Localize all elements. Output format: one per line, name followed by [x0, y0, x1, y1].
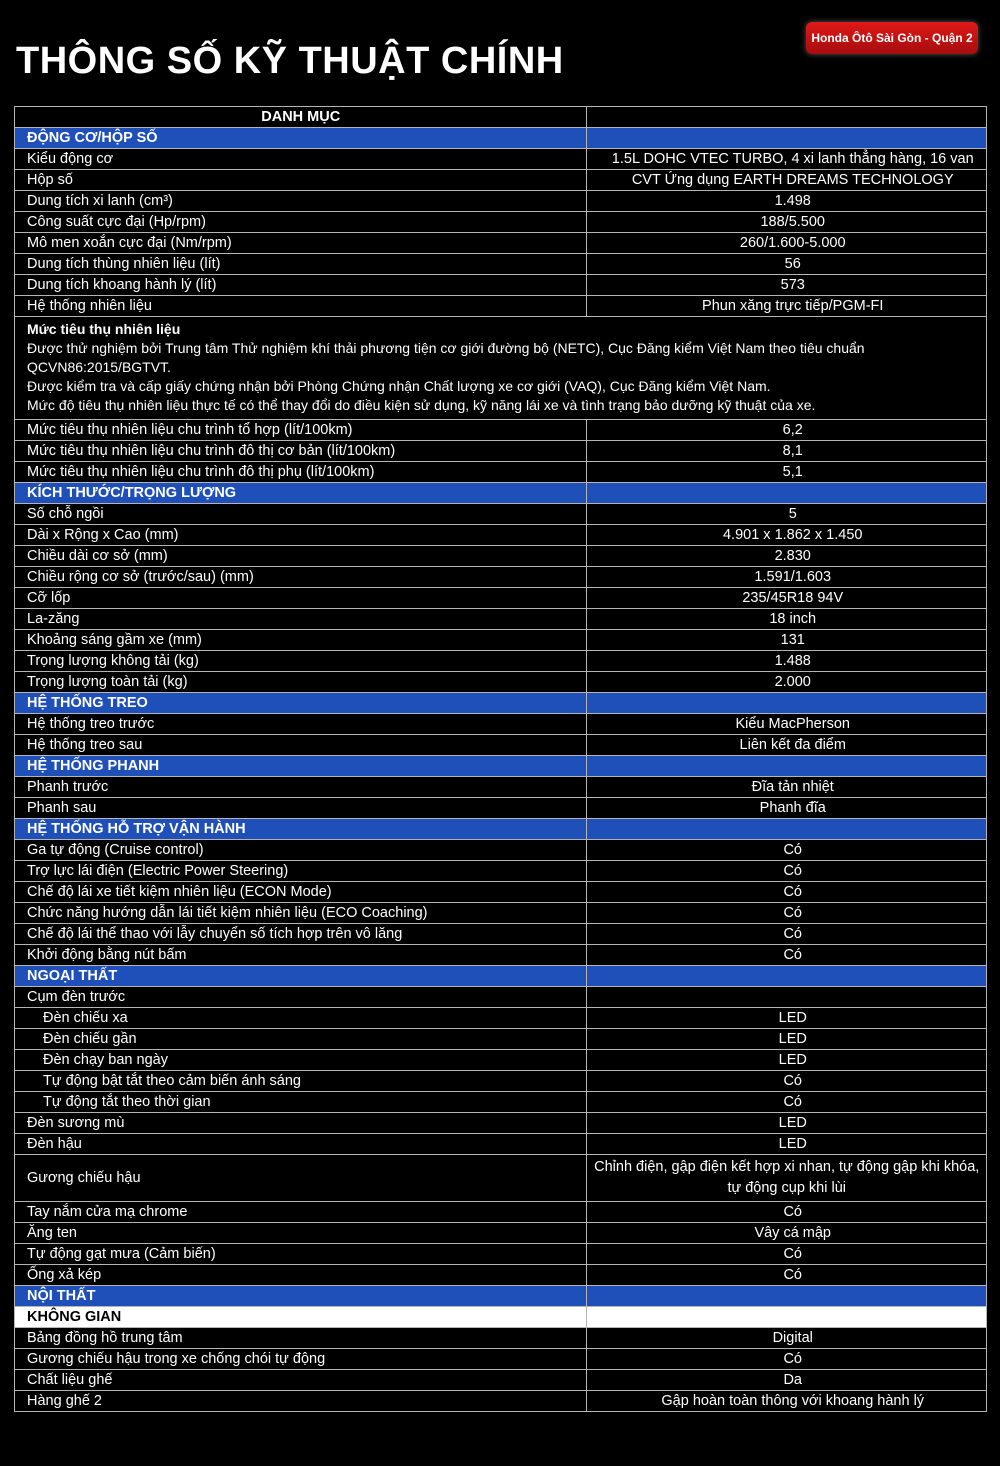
spec-label: Tự động gạt mưa (Cảm biến): [15, 1244, 587, 1265]
spec-value: Vây cá mập: [587, 1223, 987, 1244]
spec-row: [15, 462, 987, 483]
spec-value: Có: [587, 840, 987, 861]
page-title: THÔNG SỐ KỸ THUẬT CHÍNH: [16, 40, 564, 82]
spec-value: [587, 1307, 987, 1328]
spec-row: [15, 840, 987, 861]
spec-row: [15, 882, 987, 903]
fuel-note-line: Được kiểm tra và cấp giấy chứng nhận bởi Phòng Chứng nhận Chất lượng xe cơ giới (VAQ), Cục Đăng kiểm Việt Nam.: [27, 378, 771, 394]
section-title: HỆ THỐNG PHANH: [15, 756, 587, 777]
spec-row: [15, 1265, 987, 1286]
section-header-row: [15, 693, 987, 714]
spec-label: Chế độ lái thể thao với lẫy chuyển số tích hợp trên vô lăng: [15, 924, 587, 945]
spec-label: Hệ thống treo sau: [15, 735, 587, 756]
spec-row: [15, 1370, 987, 1391]
spec-value: 18 inch: [587, 609, 987, 630]
spec-label: Dung tích khoang hành lý (lít): [15, 275, 587, 296]
spec-row: [15, 296, 987, 317]
spec-value: Có: [587, 882, 987, 903]
spec-label: Chất liệu ghế: [15, 1370, 587, 1391]
spec-label: Hàng ghế 2: [15, 1391, 587, 1412]
section-header-row: [15, 128, 987, 149]
spec-value: 1.591/1.603: [587, 567, 987, 588]
spec-value: 2.000: [587, 672, 987, 693]
spec-value: LED: [587, 1134, 987, 1155]
spec-label: Gương chiếu hậu trong xe chống chói tự động: [15, 1349, 587, 1370]
spec-label: Trợ lực lái điện (Electric Power Steering): [15, 861, 587, 882]
spec-label: Dung tích thùng nhiên liệu (lít): [15, 254, 587, 275]
spec-value: Có: [587, 1349, 987, 1370]
spec-row: [15, 651, 987, 672]
spec-row: [15, 1391, 987, 1412]
spec-row: [15, 420, 987, 441]
spec-value: LED: [587, 1113, 987, 1134]
spec-row: [15, 546, 987, 567]
spec-row: [15, 504, 987, 525]
spec-value: 260/1.600-5.000: [587, 233, 987, 254]
spec-label: Mô men xoắn cực đại (Nm/rpm): [15, 233, 587, 254]
spec-value: [587, 1286, 987, 1307]
spec-value: Có: [587, 1265, 987, 1286]
spec-row: [15, 777, 987, 798]
spec-label: Hệ thống treo trước: [15, 714, 587, 735]
spec-value: [587, 966, 987, 987]
spec-row: [15, 672, 987, 693]
spec-label: Ăng ten: [15, 1223, 587, 1244]
spec-value: 1.5L DOHC VTEC TURBO, 4 xi lanh thẳng hàng, 16 van: [587, 149, 987, 170]
spec-label: Trọng lượng không tải (kg): [15, 651, 587, 672]
spec-row: [15, 275, 987, 296]
spec-label: Cụm đèn trước: [15, 987, 587, 1008]
spec-label: Đèn sương mù: [15, 1113, 587, 1134]
spec-value: [587, 128, 987, 149]
spec-value: Phanh đĩa: [587, 798, 987, 819]
spec-value: [587, 987, 987, 1008]
spec-value: Phun xăng trực tiếp/PGM-FI: [587, 296, 987, 317]
spec-row: [15, 609, 987, 630]
table-header-row: [15, 107, 987, 128]
spec-label: Tay nắm cửa mạ chrome: [15, 1202, 587, 1223]
dealer-badge: Honda Ôtô Sài Gòn - Quận 2: [806, 22, 978, 54]
spec-label: Ống xả kép: [15, 1265, 587, 1286]
spec-value: Có: [587, 861, 987, 882]
spec-label: Đèn chiếu gần: [15, 1029, 587, 1050]
spec-row: [15, 1113, 987, 1134]
spec-row: [15, 441, 987, 462]
spec-value: 4.901 x 1.862 x 1.450: [587, 525, 987, 546]
spec-label: Chiều dài cơ sở (mm): [15, 546, 587, 567]
section-title: HỆ THỐNG HỖ TRỢ VẬN HÀNH: [15, 819, 587, 840]
spec-value: Có: [587, 945, 987, 966]
spec-value: 1.498: [587, 191, 987, 212]
spec-label: Cỡ lốp: [15, 588, 587, 609]
spec-value: Chỉnh điện, gập điện kết hợp xi nhan, tự động gập khi khóa, tự động cụp khi lùi: [587, 1155, 987, 1202]
spec-label: Khởi động bằng nút bấm: [15, 945, 587, 966]
spec-row: [15, 945, 987, 966]
spec-row: [15, 903, 987, 924]
spec-row: [15, 1349, 987, 1370]
fuel-note-heading: Mức tiêu thụ nhiên liệu: [27, 321, 181, 337]
spec-label: Đèn chạy ban ngày: [15, 1050, 587, 1071]
section-title: NGOẠI THẤT: [15, 966, 587, 987]
spec-row: [15, 630, 987, 651]
spec-label: Trọng lượng toàn tải (kg): [15, 672, 587, 693]
section-header-row: [15, 756, 987, 777]
section-title: NỘI THẤT: [15, 1286, 587, 1307]
spec-value: Có: [587, 1071, 987, 1092]
section-header-row: [15, 1286, 987, 1307]
spec-label: Đèn hậu: [15, 1134, 587, 1155]
spec-row: [15, 212, 987, 233]
spec-label: Chức năng hướng dẫn lái tiết kiệm nhiên liệu (ECO Coaching): [15, 903, 587, 924]
spec-value: 131: [587, 630, 987, 651]
section-header-row: [15, 483, 987, 504]
spec-value: Kiểu MacPherson: [587, 714, 987, 735]
spec-value: 8,1: [587, 441, 987, 462]
section-header-row: [15, 966, 987, 987]
spec-value: Đĩa tản nhiệt: [587, 777, 987, 798]
spec-row: [15, 149, 987, 170]
spec-row: [15, 987, 987, 1008]
spec-label: Hệ thống nhiên liệu: [15, 296, 587, 317]
spec-value: 1.488: [587, 651, 987, 672]
section-title: KÍCH THƯỚC/TRỌNG LƯỢNG: [15, 483, 587, 504]
spec-value: 2.830: [587, 546, 987, 567]
spec-table: [14, 106, 987, 1412]
section-header-row: [15, 819, 987, 840]
spec-row: [15, 798, 987, 819]
spec-value: 56: [587, 254, 987, 275]
spec-value: Gập hoàn toàn thông với khoang hành lý: [587, 1391, 987, 1412]
spec-label: La-zăng: [15, 609, 587, 630]
fuel-note-line: Được thử nghiệm bởi Trung tâm Thử nghiệm khí thải phương tiện cơ giới đường bộ (NETC), Cục Đăng kiểm Việt Nam theo tiêu chuẩn QCVN86:2015/BGTVT.: [27, 340, 865, 375]
header-value: [587, 107, 987, 128]
spec-label: Phanh sau: [15, 798, 587, 819]
spec-value: 188/5.500: [587, 212, 987, 233]
spec-row: [15, 1071, 987, 1092]
section-title: KHÔNG GIAN: [15, 1307, 587, 1328]
spec-label: Bảng đồng hồ trung tâm: [15, 1328, 587, 1349]
spec-label: Gương chiếu hậu: [15, 1155, 587, 1202]
spec-row: [15, 714, 987, 735]
spec-value: [587, 756, 987, 777]
spec-value: Liên kết đa điểm: [587, 735, 987, 756]
spec-value: Có: [587, 924, 987, 945]
spec-value: Có: [587, 1092, 987, 1113]
spec-label: Mức tiêu thụ nhiên liệu chu trình tổ hợp (lít/100km): [15, 420, 587, 441]
spec-value: 5,1: [587, 462, 987, 483]
spec-label: Mức tiêu thụ nhiên liệu chu trình đô thị phụ (lít/100km): [15, 462, 587, 483]
spec-label: Khoảng sáng gầm xe (mm): [15, 630, 587, 651]
spec-label: Tự động tắt theo thời gian: [15, 1092, 587, 1113]
spec-label: Ga tự động (Cruise control): [15, 840, 587, 861]
spec-row: [15, 1155, 987, 1202]
spec-row: [15, 567, 987, 588]
spec-value: LED: [587, 1050, 987, 1071]
spec-value: Có: [587, 1244, 987, 1265]
spec-value: LED: [587, 1008, 987, 1029]
spec-row: [15, 191, 987, 212]
spec-label: Phanh trước: [15, 777, 587, 798]
spec-row: [15, 1008, 987, 1029]
spec-row: [15, 861, 987, 882]
spec-label: Dài x Rộng x Cao (mm): [15, 525, 587, 546]
spec-label: Hộp số: [15, 170, 587, 191]
spec-label: Kiểu động cơ: [15, 149, 587, 170]
spec-row: [15, 525, 987, 546]
spec-value: Có: [587, 1202, 987, 1223]
section-header-row: [15, 1307, 987, 1328]
section-title: ĐỘNG CƠ/HỘP SỐ: [15, 128, 587, 149]
spec-value: [587, 819, 987, 840]
spec-row: [15, 1050, 987, 1071]
header-category: DANH MỤC: [15, 107, 587, 128]
spec-value: 235/45R18 94V: [587, 588, 987, 609]
spec-value: LED: [587, 1029, 987, 1050]
fuel-note-row: [15, 317, 987, 420]
spec-label: Công suất cực đại (Hp/rpm): [15, 212, 587, 233]
spec-row: [15, 254, 987, 275]
spec-value: Digital: [587, 1328, 987, 1349]
spec-label: Mức tiêu thụ nhiên liệu chu trình đô thị cơ bản (lít/100km): [15, 441, 587, 462]
spec-row: [15, 1328, 987, 1349]
spec-label: Đèn chiếu xa: [15, 1008, 587, 1029]
section-title: HỆ THỐNG TREO: [15, 693, 587, 714]
spec-value: 5: [587, 504, 987, 525]
spec-value: 6,2: [587, 420, 987, 441]
spec-row: [15, 588, 987, 609]
spec-value: [587, 483, 987, 504]
spec-row: [15, 735, 987, 756]
spec-label: Chiều rộng cơ sở (trước/sau) (mm): [15, 567, 587, 588]
spec-row: [15, 1244, 987, 1265]
spec-value: 573: [587, 275, 987, 296]
spec-value: [587, 693, 987, 714]
spec-row: [15, 924, 987, 945]
spec-row: [15, 170, 987, 191]
spec-row: [15, 1134, 987, 1155]
spec-row: [15, 233, 987, 254]
spec-value: Có: [587, 903, 987, 924]
spec-row: [15, 1092, 987, 1113]
spec-row: [15, 1202, 987, 1223]
spec-row: [15, 1223, 987, 1244]
spec-label: Dung tích xi lanh (cm³): [15, 191, 587, 212]
spec-label: Chế độ lái xe tiết kiệm nhiên liệu (ECON Mode): [15, 882, 587, 903]
spec-label: Tự động bật tắt theo cảm biến ánh sáng: [15, 1071, 587, 1092]
spec-label: Số chỗ ngồi: [15, 504, 587, 525]
spec-row: [15, 1029, 987, 1050]
spec-value: CVT Ứng dụng EARTH DREAMS TECHNOLOGY: [587, 170, 987, 191]
fuel-note: [15, 317, 987, 420]
fuel-note-line: Mức độ tiêu thụ nhiên liệu thực tế có thể thay đổi do điều kiện sử dụng, kỹ năng lái xe và tình trạng bảo dưỡng kỹ thuật của xe.: [27, 397, 816, 413]
spec-value: Da: [587, 1370, 987, 1391]
